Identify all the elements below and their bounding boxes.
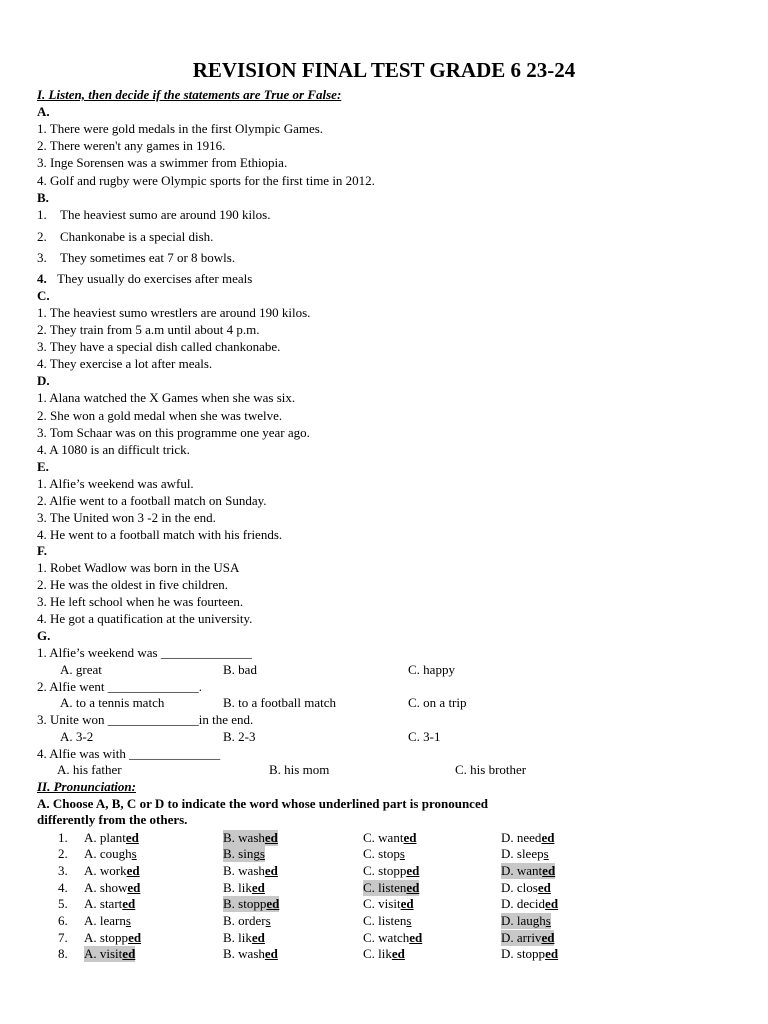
choice-letter: B. xyxy=(223,880,239,895)
answer-choice[interactable] xyxy=(363,946,405,962)
underlined-ending: ed xyxy=(122,896,136,911)
word-stem: decid xyxy=(516,896,546,911)
underlined-ending: ed xyxy=(541,830,555,845)
word-stem: lik xyxy=(378,946,392,961)
list-item: 4. They exercise a lot after meals. xyxy=(37,356,213,371)
answer-choice[interactable] xyxy=(363,863,419,879)
answer-option: C. 3-1 xyxy=(408,729,441,744)
underlined-ending: ed xyxy=(128,930,142,945)
underlined-ending: ed xyxy=(541,930,555,945)
list-item-number: 3. xyxy=(37,250,47,265)
list-item-number: 1. xyxy=(37,207,47,222)
answer-choice[interactable] xyxy=(84,863,140,879)
choice-word xyxy=(238,830,278,845)
answer-choice[interactable] xyxy=(363,830,416,846)
choice-letter: B. xyxy=(223,930,239,945)
list-item: The heaviest sumo are around 190 kilos. xyxy=(60,207,271,222)
word-stem: listen xyxy=(378,913,407,928)
choice-letter: B. xyxy=(223,913,239,928)
row-number: 2. xyxy=(58,846,68,861)
answer-choice[interactable] xyxy=(363,846,405,862)
answer-choice[interactable] xyxy=(84,846,137,862)
list-item: 3. Tom Schaar was on this programme one year ago. xyxy=(37,425,310,440)
word-stem: stopp xyxy=(99,930,129,945)
answer-choice-highlighted[interactable] xyxy=(223,896,279,912)
answer-option: A. 3-2 xyxy=(60,729,94,744)
choice-word xyxy=(517,946,558,961)
word-stem: watch xyxy=(378,930,410,945)
answer-choice[interactable] xyxy=(84,830,139,846)
answer-option: A. great xyxy=(60,662,102,677)
row-number: 6. xyxy=(58,913,68,928)
row-number: 7. xyxy=(58,930,68,945)
answer-choice[interactable] xyxy=(501,880,551,896)
answer-choice-highlighted[interactable] xyxy=(223,846,265,862)
question-stem: 2. Alfie went ______________. xyxy=(37,679,203,694)
choice-letter: D. xyxy=(501,880,517,895)
word-stem: wash xyxy=(238,830,265,845)
choice-letter: C. xyxy=(363,896,379,911)
question-stem: 3. Unite won ______________in the end. xyxy=(37,712,254,727)
underlined-ending: ed xyxy=(264,863,278,878)
choice-letter: B. xyxy=(223,946,239,961)
choice-word xyxy=(378,930,422,945)
underlined-ending: s xyxy=(125,913,131,928)
underlined-ending: ed xyxy=(266,896,280,911)
choice-word xyxy=(517,880,551,895)
underlined-ending: ed xyxy=(264,830,278,845)
list-item: 1. Alana watched the X Games when she was six. xyxy=(37,390,296,405)
word-stem: laugh xyxy=(516,913,546,928)
choice-letter: A. xyxy=(84,946,100,961)
choice-letter: D. xyxy=(501,913,517,928)
word-stem: order xyxy=(238,913,266,928)
choice-letter: D. xyxy=(501,830,517,845)
answer-option: A. to a tennis match xyxy=(60,695,165,710)
answer-choice[interactable] xyxy=(84,930,141,946)
word-stem: stopp xyxy=(516,946,546,961)
answer-choice-highlighted[interactable] xyxy=(501,930,554,946)
answer-option: B. 2-3 xyxy=(223,729,256,744)
answer-choice[interactable] xyxy=(223,913,271,929)
choice-word xyxy=(517,846,549,861)
word-stem: start xyxy=(99,896,123,911)
choice-letter: B. xyxy=(223,846,239,861)
choice-word xyxy=(378,896,413,911)
choice-letter: C. xyxy=(363,946,379,961)
row-number: 3. xyxy=(58,863,68,878)
answer-choice[interactable] xyxy=(223,880,265,896)
list-item: 2. He was the oldest in five children. xyxy=(37,577,228,592)
list-item: 4. He got a quatification at the university. xyxy=(37,611,253,626)
answer-choice[interactable] xyxy=(501,946,558,962)
choice-letter: A. xyxy=(84,830,100,845)
underlined-ending: ed xyxy=(406,880,420,895)
list-item: 2. There weren't any games in 1916. xyxy=(37,138,226,153)
page-title: REVISION FINAL TEST GRADE 6 23-24 xyxy=(192,58,576,82)
underlined-ending: ed xyxy=(537,880,551,895)
choice-word xyxy=(238,896,279,911)
choice-word xyxy=(378,913,411,928)
choice-word xyxy=(238,946,278,961)
underlined-ending: ed xyxy=(126,863,140,878)
word-stem: stop xyxy=(378,846,400,861)
answer-choice[interactable] xyxy=(223,863,278,879)
question-stem: 1. Alfie’s weekend was ______________ xyxy=(37,645,252,660)
word-stem: clos xyxy=(516,880,538,895)
choice-word xyxy=(238,913,271,928)
choice-letter: A. xyxy=(84,846,100,861)
choice-word xyxy=(238,863,278,878)
list-item: 2. She won a gold medal when she was twelve. xyxy=(37,408,283,423)
choice-word xyxy=(100,913,131,928)
question-stem: 4. Alfie was with ______________ xyxy=(37,746,221,761)
group-b-label: B. xyxy=(37,190,49,205)
underlined-ending: ed xyxy=(391,946,405,961)
list-item: 1. The heaviest sumo wrestlers are around 190 kilos. xyxy=(37,305,311,320)
choice-word xyxy=(378,830,416,845)
underlined-ending: s xyxy=(259,846,265,861)
answer-choice-highlighted[interactable] xyxy=(501,863,555,879)
word-stem: lik xyxy=(238,930,252,945)
choice-word xyxy=(517,863,555,878)
choice-letter: C. xyxy=(363,830,379,845)
choice-letter: B. xyxy=(223,896,239,911)
instruction-line-1: A. Choose A, B, C or D to indicate the word whose underlined part is pronounced xyxy=(37,796,488,811)
word-stem: want xyxy=(516,863,543,878)
list-item: 4. A 1080 is an difficult trick. xyxy=(37,442,190,457)
choice-letter: A. xyxy=(84,930,100,945)
word-stem: plant xyxy=(99,830,126,845)
word-stem: lik xyxy=(238,880,252,895)
word-stem: show xyxy=(99,880,128,895)
choice-word xyxy=(100,863,140,878)
section-1-heading: I. Listen, then decide if the statements are True or False: xyxy=(37,87,342,102)
choice-word xyxy=(100,930,141,945)
choice-word xyxy=(238,846,265,861)
word-stem: wash xyxy=(238,946,265,961)
group-c-label: C. xyxy=(37,288,50,303)
list-item: 1. There were gold medals in the first Olympic Games. xyxy=(37,121,324,136)
underlined-ending: ed xyxy=(545,896,559,911)
answer-choice[interactable] xyxy=(363,896,414,912)
choice-letter: C. xyxy=(363,913,379,928)
answer-choice[interactable] xyxy=(84,913,131,929)
list-item: 3. They have a special dish called chankonabe. xyxy=(37,339,281,354)
choice-word xyxy=(238,930,265,945)
underlined-ending: s xyxy=(131,846,137,861)
list-item: 4. Golf and rugby were Olympic sports for the first time in 2012. xyxy=(37,173,375,188)
underlined-ending: ed xyxy=(409,930,423,945)
group-a-label: A. xyxy=(37,104,50,119)
underlined-ending: ed xyxy=(125,830,139,845)
group-e-label: E. xyxy=(37,459,49,474)
choice-letter: C. xyxy=(363,846,379,861)
choice-letter: A. xyxy=(84,880,100,895)
list-item: 3. Inge Sorensen was a swimmer from Ethiopia. xyxy=(37,155,288,170)
word-stem: visit xyxy=(99,946,123,961)
word-stem: need xyxy=(516,830,542,845)
answer-choice[interactable] xyxy=(223,946,278,962)
choice-letter: C. xyxy=(363,880,379,895)
word-stem: listen xyxy=(378,880,407,895)
choice-letter: B. xyxy=(223,863,239,878)
list-item: 3. The United won 3 -2 in the end. xyxy=(37,510,216,525)
answer-choice-highlighted[interactable] xyxy=(223,830,278,846)
group-g-label: G. xyxy=(37,628,51,643)
choice-word xyxy=(517,896,558,911)
choice-word xyxy=(100,830,139,845)
answer-option: A. his father xyxy=(57,762,122,777)
instruction-line-2: differently from the others. xyxy=(37,812,188,827)
word-stem: stopp xyxy=(238,896,267,911)
list-item: 1. Alfie’s weekend was awful. xyxy=(37,476,194,491)
answer-choice[interactable] xyxy=(501,846,549,862)
underlined-ending: ed xyxy=(264,946,278,961)
section-2-heading: II. Pronunciation: xyxy=(37,779,136,794)
choice-word xyxy=(238,880,265,895)
underlined-ending: ed xyxy=(251,880,265,895)
list-item: 2. They train from 5 a.m until about 4 p.m. xyxy=(37,322,260,337)
answer-option: C. his brother xyxy=(455,762,527,777)
list-item: Chankonabe is a special dish. xyxy=(60,229,214,244)
answer-option: B. bad xyxy=(223,662,257,677)
word-stem: sleep xyxy=(516,846,544,861)
underlined-ending: ed xyxy=(400,896,414,911)
word-stem: sing xyxy=(238,846,260,861)
list-item: 1. Robet Wadlow was born in the USA xyxy=(37,560,240,575)
choice-word xyxy=(378,863,419,878)
underlined-ending: s xyxy=(399,846,405,861)
choice-word xyxy=(517,930,555,945)
word-stem: want xyxy=(378,830,404,845)
choice-word xyxy=(517,830,555,845)
choice-word xyxy=(100,880,140,895)
word-stem: learn xyxy=(99,913,126,928)
underlined-ending: ed xyxy=(406,863,420,878)
underlined-ending: ed xyxy=(122,946,136,961)
answer-option: C. on a trip xyxy=(408,695,467,710)
choice-word xyxy=(517,913,551,928)
word-stem: cough xyxy=(99,846,132,861)
word-stem: visit xyxy=(378,896,401,911)
choice-word xyxy=(100,946,135,961)
word-stem: arriv xyxy=(516,930,542,945)
list-item: 2. Alfie went to a football match on Sunday. xyxy=(37,493,267,508)
list-item: 4. He went to a football match with his friends. xyxy=(37,527,283,542)
answer-choice[interactable] xyxy=(363,930,422,946)
row-number: 8. xyxy=(58,946,68,961)
word-stem: stopp xyxy=(378,863,407,878)
answer-option: B. to a football match xyxy=(223,695,337,710)
answer-choice[interactable] xyxy=(223,930,265,946)
answer-choice[interactable] xyxy=(363,913,411,929)
list-item: They sometimes eat 7 or 8 bowls. xyxy=(60,250,236,265)
choice-letter: B. xyxy=(223,830,239,845)
choice-word xyxy=(100,846,137,861)
answer-option: B. his mom xyxy=(269,762,330,777)
choice-letter: D. xyxy=(501,896,517,911)
choice-letter: A. xyxy=(84,863,100,878)
choice-letter: A. xyxy=(84,896,100,911)
group-f-label: F. xyxy=(37,543,47,558)
group-d-label: D. xyxy=(37,373,50,388)
choice-letter: A. xyxy=(84,913,100,928)
choice-word xyxy=(378,880,419,895)
answer-choice-highlighted[interactable] xyxy=(84,946,135,962)
choice-letter: D. xyxy=(501,930,517,945)
word-stem: wash xyxy=(238,863,265,878)
underlined-ending: ed xyxy=(251,930,265,945)
underlined-ending: s xyxy=(543,846,549,861)
underlined-ending: s xyxy=(545,913,551,928)
choice-word xyxy=(378,846,405,861)
list-item: They usually do exercises after meals xyxy=(57,271,253,286)
list-item-number: 4. xyxy=(37,271,47,286)
word-stem: work xyxy=(99,863,127,878)
answer-choice[interactable] xyxy=(84,896,135,912)
underlined-ending: s xyxy=(265,913,271,928)
choice-letter: D. xyxy=(501,863,517,878)
choice-letter: D. xyxy=(501,946,517,961)
underlined-ending: s xyxy=(406,913,412,928)
answer-option: C. happy xyxy=(408,662,455,677)
row-number: 1. xyxy=(58,830,68,845)
answer-choice[interactable] xyxy=(84,880,140,896)
row-number: 5. xyxy=(58,896,68,911)
list-item: 3. He left school when he was fourteen. xyxy=(37,594,244,609)
answer-choice-highlighted[interactable] xyxy=(501,913,551,929)
list-item-number: 2. xyxy=(37,229,47,244)
choice-word xyxy=(100,896,135,911)
answer-choice-highlighted[interactable] xyxy=(363,880,419,896)
choice-letter: C. xyxy=(363,863,379,878)
answer-choice[interactable] xyxy=(501,830,554,846)
underlined-ending: ed xyxy=(545,946,559,961)
answer-choice[interactable] xyxy=(501,896,558,912)
choice-letter: D. xyxy=(501,846,517,861)
underlined-ending: ed xyxy=(403,830,417,845)
row-number: 4. xyxy=(58,880,68,895)
underlined-ending: ed xyxy=(542,863,556,878)
underlined-ending: ed xyxy=(127,880,141,895)
choice-word xyxy=(378,946,405,961)
choice-letter: C. xyxy=(363,930,379,945)
